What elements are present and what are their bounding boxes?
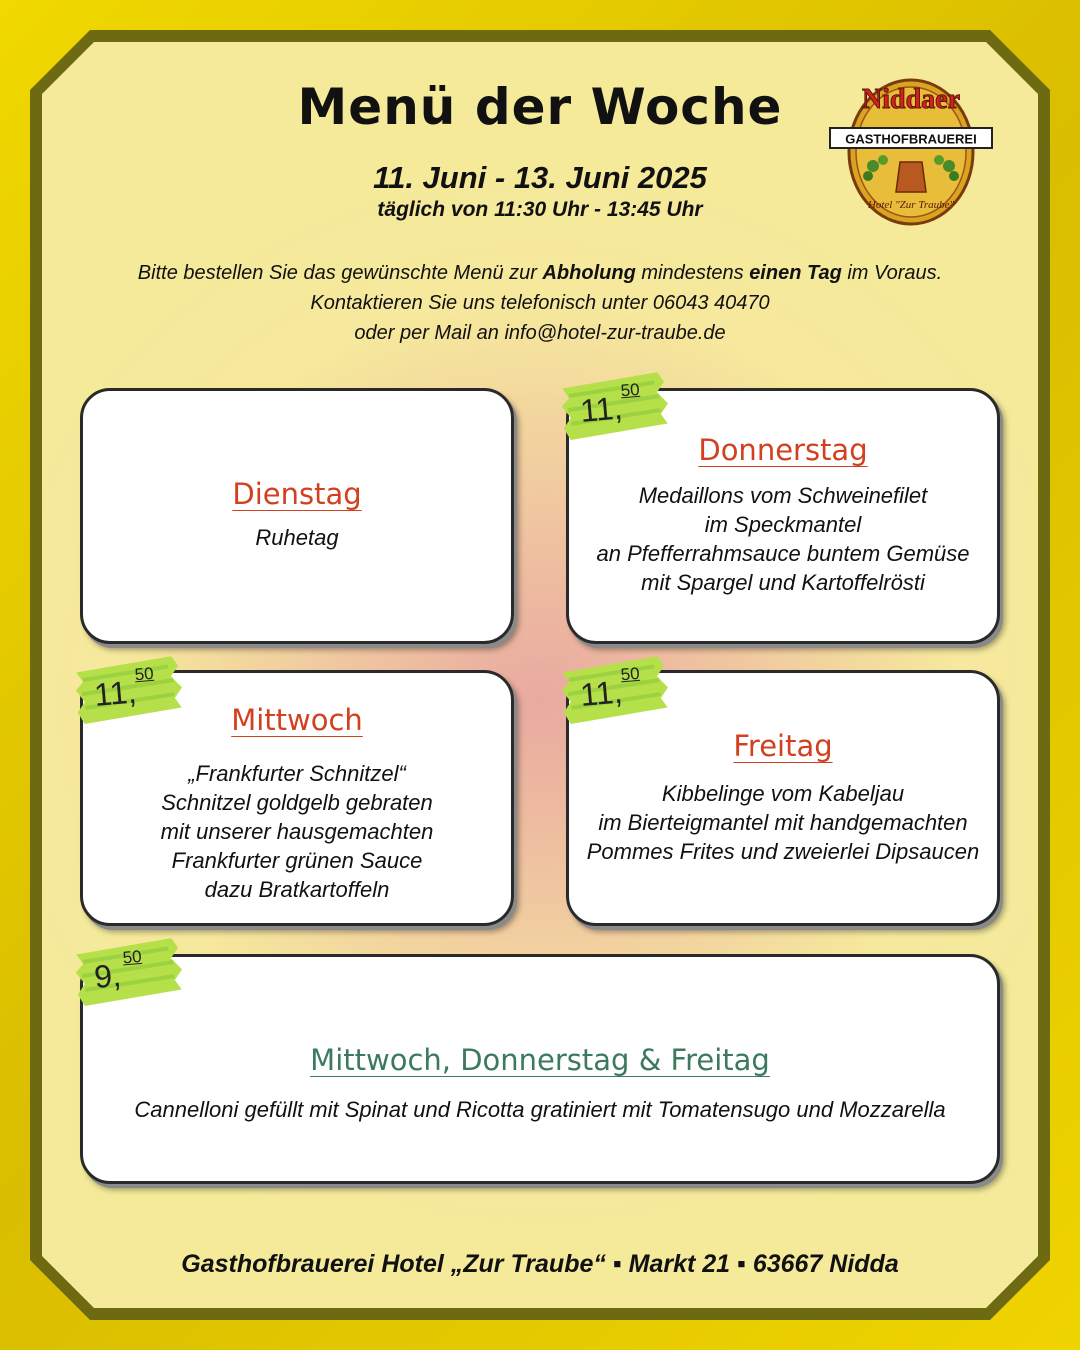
- day-heading: Donnerstag: [698, 433, 868, 467]
- dish-description: „Frankfurter Schnitzel“ Schnitzel goldgelb gebraten mit unserer hausgemachten Frankfurter grünen Sauce dazu Bratkartoffeln: [160, 761, 434, 902]
- order-instructions: Bitte bestellen Sie das gewünschte Menü zur Abholung mindestens einen Tag im Voraus. Kontaktieren Sie uns telefonisch unter 06043 40470 oder per Mail an info@hotel-zur-traube.de: [60, 258, 1020, 348]
- price-tag-mi-do-fr: 9, 50: [71, 935, 186, 1008]
- dish-description: Cannelloni gefüllt mit Spinat und Ricotta gratiniert mit Tomatensugo und Mozzarella: [134, 1097, 946, 1122]
- day-heading: Dienstag: [232, 477, 362, 511]
- day-heading: Mittwoch, Donnerstag & Freitag: [310, 1043, 770, 1077]
- brewery-logo: [828, 68, 994, 228]
- day-heading: Mittwoch: [231, 703, 363, 737]
- menu-card-dienstag: [80, 388, 514, 644]
- logo-hotel: Hotel "Zur Traube": [867, 199, 955, 211]
- date-range: 11. Juni - 13. Juni 2025: [373, 160, 707, 195]
- page-title: Menü der Woche: [297, 78, 783, 136]
- contact-email: oder per Mail an info@hotel-zur-traube.de: [354, 322, 726, 344]
- logo-subtitle: GASTHOFBRAUEREI: [845, 131, 977, 147]
- price-tag-mittwoch: 11, 50: [71, 653, 186, 726]
- contact-phone: Kontaktieren Sie uns telefonisch unter 06043 40470: [310, 292, 770, 314]
- footer-address: Gasthofbrauerei Hotel „Zur Traube“ ▪ Markt 21 ▪ 63667 Nidda: [181, 1250, 899, 1278]
- dish-description: Ruhetag: [255, 525, 339, 550]
- dish-description: Medaillons vom Schweinefilet im Speckmantel an Pfefferrahmsauce buntem Gemüse mit Spargel und Kartoffelrösti: [596, 483, 970, 595]
- dish-description: Kibbelinge vom Kabeljau im Bierteigmantel mit handgemachten Pommes Frites und zweierlei Dipsaucen: [586, 781, 980, 864]
- opening-hours: täglich von 11:30 Uhr - 13:45 Uhr: [377, 198, 703, 221]
- logo-wordmark: Niddaer: [862, 84, 960, 115]
- menu-card-mi-do-fr: [80, 954, 1000, 1184]
- price-tag-freitag: 11, 50: [557, 653, 672, 726]
- price-tag-donnerstag: 11, 50: [557, 369, 672, 442]
- day-heading: Freitag: [733, 729, 833, 763]
